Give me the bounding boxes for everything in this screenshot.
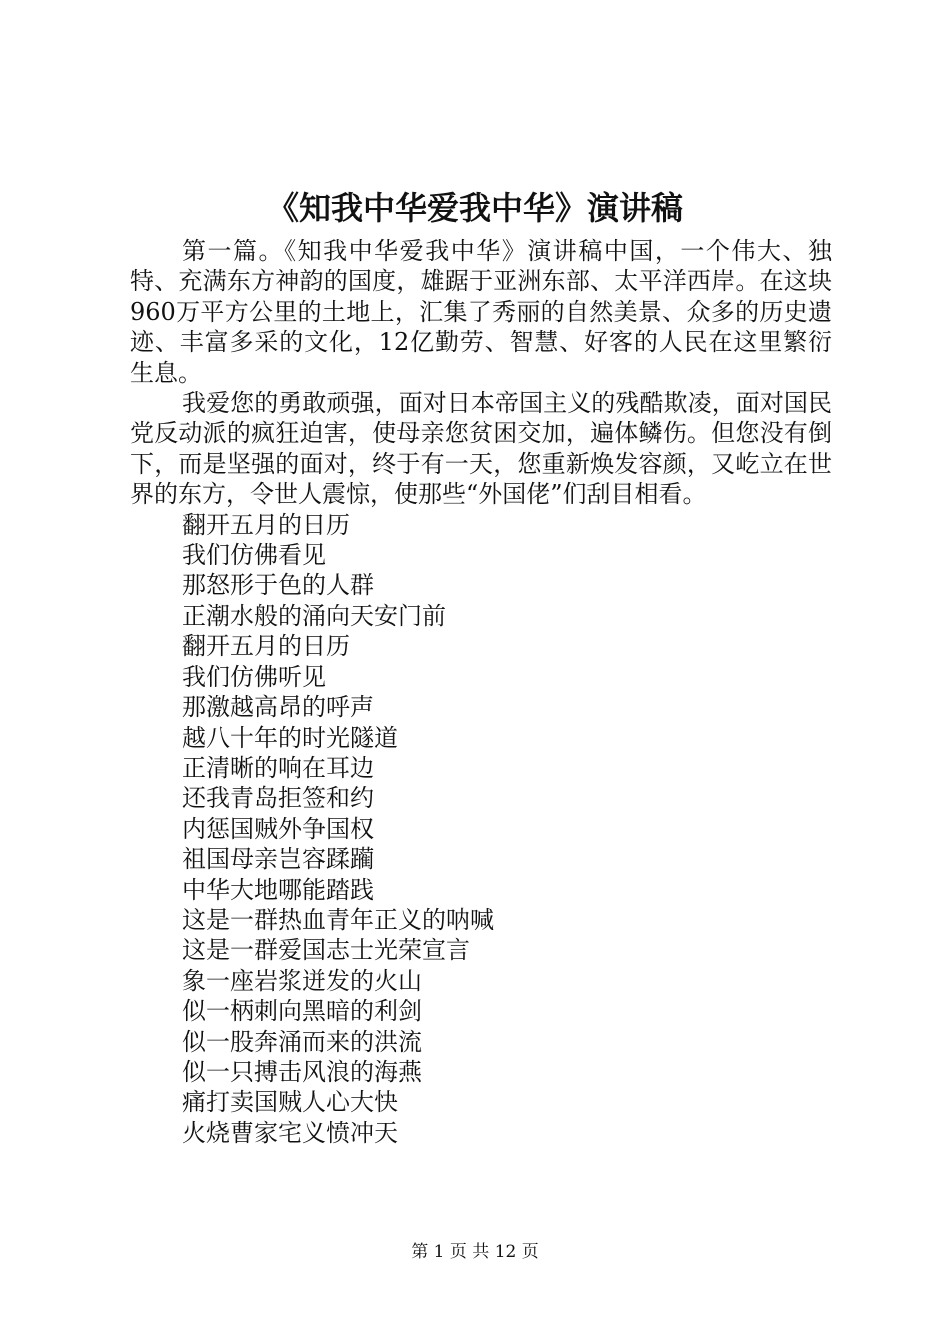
page-footer: 第 1 页 共 12 页 [411,1242,539,1262]
verse-line: 似一只搏击风浪的海燕 [182,1057,422,1086]
verse-line: 这是一群爱国志士光荣宣言 [182,936,470,965]
verse-line: 内惩国贼外争国权 [182,814,374,843]
verse-line: 那激越高昂的呼声 [182,693,374,722]
verse-line: 火烧曹家宅义愤冲天 [182,1118,398,1147]
verse-line: 翻开五月的日历 [182,510,350,539]
verse-line: 翻开五月的日历 [182,632,350,661]
verse-line: 中华大地哪能踏践 [182,875,374,904]
verse-line: 似一股奔涌而来的洪流 [182,1027,422,1056]
document-body [130,236,832,1148]
verse-line: 痛打卖国贼人心大快 [182,1088,398,1117]
paragraph: 我爱您的勇敢顽强，面对日本帝国主义的残酷欺凌，面对国民党反动派的疯狂迫害，使母亲您贫困交加，遍体鳞伤。但您没有倒下，而是坚强的面对，终于有一天，您重新焕发容颜，又屹立在世界的东方，令世人震惊，使那些“外国佬”们刮目相看。 [130,389,832,509]
document-title: 《知我中华爱我中华》演讲稿 [266,189,683,227]
verse-line: 还我青岛拒签和约 [182,784,374,813]
verse-line: 这是一群热血青年正义的呐喊 [182,905,494,934]
verse-line: 象一座岩浆迸发的火山 [182,966,422,995]
verse-line: 我们仿佛看见 [182,541,326,570]
verse-block [130,510,832,1149]
verse-line: 正潮水般的涌向天安门前 [182,601,446,630]
verse-line: 越八十年的时光隧道 [182,723,398,752]
verse-line: 我们仿佛听见 [182,662,326,691]
verse-line: 那怒形于色的人群 [182,571,374,600]
verse-line: 祖国母亲岂容蹂躏 [182,845,374,874]
verse-line: 正清晰的响在耳边 [182,753,374,782]
verse-line: 似一柄刺向黑暗的利剑 [182,997,422,1026]
paragraph: 第一篇。《知我中华爱我中华》演讲稿中国，一个伟大、独特、充满东方神韵的国度，雄踞于亚洲东部、太平洋西岸。在这块960万平方公里的土地上，汇集了秀丽的自然美景、众多的历史遗迹、丰富多采的文化，12亿勤劳、智慧、好客的人民在这里繁衍生息。 [130,237,832,387]
